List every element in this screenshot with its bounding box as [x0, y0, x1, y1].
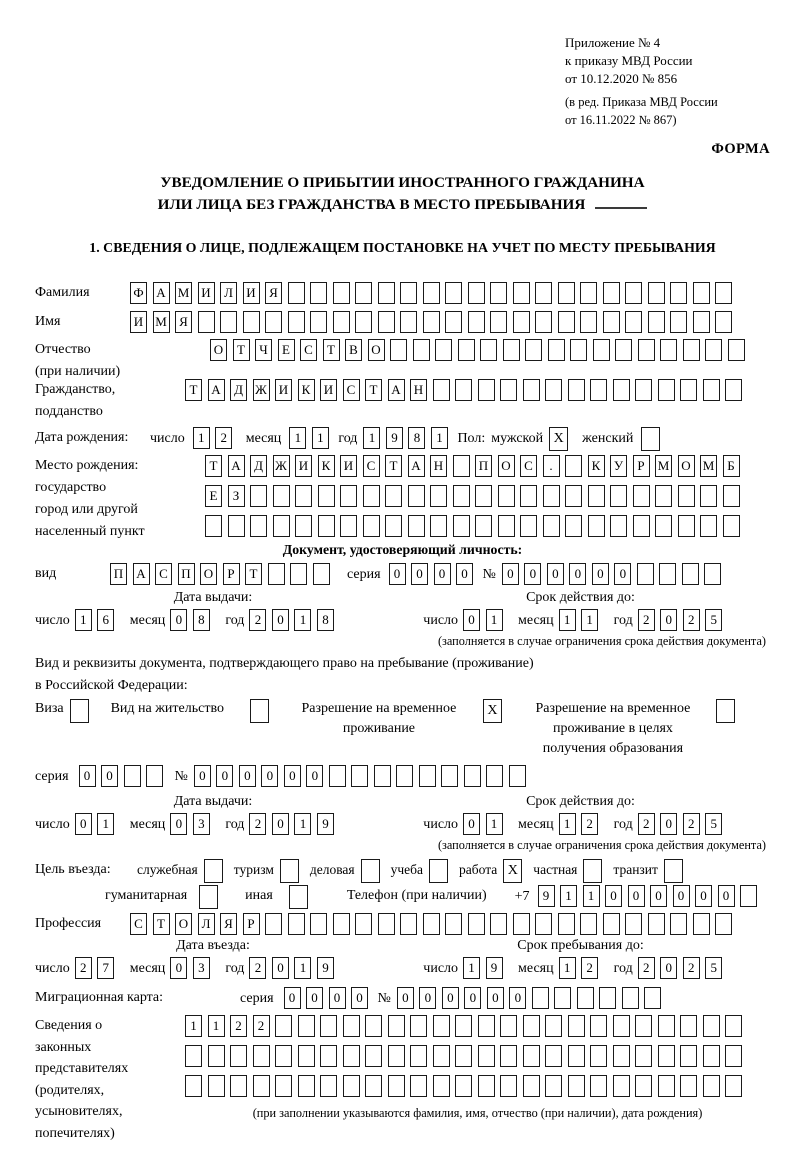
purpose-work-label: работа: [459, 862, 498, 877]
sex-male-label: мужской: [491, 431, 544, 446]
birth-place-row-1[interactable]: Т А Д Ж И К И С Т А Н П О С . К У Р М О М Б: [205, 455, 745, 477]
identity-expiry-heading: Срок действия до:: [526, 590, 635, 605]
option-temp-residence: [291, 699, 502, 739]
section1-heading: 1. СВЕДЕНИЯ О ЛИЦЕ, ПОДЛЕЖАЩЕМ ПОСТАНОВКЕ НА УЧЕТ ПО МЕСТУ ПРЕБЫВАНИЯ: [89, 241, 716, 256]
residence-expiry-heading: Срок действия до:: [526, 794, 635, 809]
profession-row: [35, 913, 770, 935]
title-blank-line: [595, 194, 647, 209]
purpose-tourism-checkbox[interactable]: [280, 859, 299, 883]
residence-doc-intro-2: в Российской Федерации:: [35, 678, 188, 693]
purpose-transit-checkbox[interactable]: [664, 859, 683, 883]
year-word: год: [225, 961, 245, 976]
sex-label: Пол:: [457, 431, 486, 446]
temp-residence-education-checkbox[interactable]: [716, 699, 735, 723]
purpose-other-checkbox[interactable]: [289, 885, 308, 909]
form-title: [35, 172, 770, 216]
series-word: серия: [35, 769, 69, 784]
patronymic-boxes[interactable]: О Т Ч Е С Т В О: [210, 339, 750, 361]
option-residence-permit-label: Вид на жительство: [110, 701, 224, 716]
day-word: число: [35, 961, 70, 976]
identity-issue-month[interactable]: 0 8: [170, 609, 215, 631]
birth-place-row-3[interactable]: [205, 515, 745, 537]
residence-expiry-col: [391, 793, 770, 837]
residence-issue-col: [35, 793, 391, 837]
identity-doc-kind-boxes[interactable]: П А С П О Р Т: [110, 563, 335, 585]
visa-checkbox[interactable]: [70, 699, 89, 723]
representatives-row-1[interactable]: 1 1 2 2: [185, 1015, 770, 1037]
profession-boxes[interactable]: С Т О Л Я Р: [130, 913, 738, 935]
temp-residence-checkbox[interactable]: X: [483, 699, 502, 723]
number-word: №: [377, 991, 391, 1006]
purpose-business-label: деловая: [309, 862, 355, 877]
purpose-study-label: учеба: [390, 862, 424, 877]
day-word: число: [423, 817, 459, 832]
arrival-date-col: [35, 937, 391, 981]
residence-issue-day[interactable]: 0 1: [75, 813, 120, 835]
sex-female-label: женский: [582, 431, 634, 446]
residence-expiry-day[interactable]: 0 1: [463, 813, 508, 835]
residence-issue-year[interactable]: 2 0 1 9: [249, 813, 339, 835]
identity-doc-number-boxes[interactable]: 0 0 0 0 0 0: [502, 563, 727, 585]
birth-place-row-2[interactable]: Е З: [205, 485, 745, 507]
residence-expiry-year[interactable]: 2 0 2 5: [638, 813, 728, 835]
month-word: месяц: [518, 817, 554, 832]
identity-doc-series-boxes[interactable]: 0 0 0 0: [389, 563, 479, 585]
month-word: месяц: [245, 431, 282, 446]
appendix-line-2: к приказу МВД России: [565, 53, 693, 68]
representatives-label: Сведения о законных представителях (родителях, усыновителях, попечителях): [35, 1018, 129, 1141]
appendix-line-1: Приложение № 4: [565, 35, 661, 50]
identity-issue-day[interactable]: 1 6: [75, 609, 120, 631]
migration-card-series-boxes[interactable]: 0 0 0 0: [284, 987, 374, 1009]
month-word: месяц: [518, 613, 554, 628]
month-word: месяц: [129, 961, 166, 976]
purpose-work-checkbox[interactable]: X: [503, 859, 522, 883]
purpose-other-label: иная: [245, 888, 273, 903]
sex-male-checkbox[interactable]: X: [549, 427, 568, 451]
stay-until-day[interactable]: 1 9: [463, 957, 508, 979]
firstname-boxes[interactable]: И М Я: [130, 311, 738, 333]
firstname-label: Имя: [35, 314, 61, 329]
purpose-humanitarian-label: гуманитарная: [105, 888, 188, 903]
option-visa-label: Виза: [35, 701, 64, 716]
birth-place-label: Место рождения: государство город или другой населенный пункт: [35, 458, 145, 539]
form-title-line2: ИЛИ ЛИЦА БЕЗ ГРАЖДАНСТВА В МЕСТО ПРЕБЫВАНИЯ: [35, 194, 770, 216]
identity-expiry-day[interactable]: 0 1: [463, 609, 508, 631]
birth-day-boxes[interactable]: 1 2: [193, 427, 238, 449]
residence-issue-heading: Дата выдачи:: [173, 794, 253, 809]
phone-prefix: +7: [514, 889, 530, 904]
profession-label: Профессия: [35, 916, 102, 931]
identity-doc-kind-label: вид: [35, 566, 57, 581]
identity-expiry-year[interactable]: 2 0 2 5: [638, 609, 728, 631]
stay-until-year[interactable]: 2 0 2 5: [638, 957, 728, 979]
arrival-month[interactable]: 0 3: [170, 957, 215, 979]
identity-issue-year[interactable]: 2 0 1 8: [249, 609, 339, 631]
year-word: год: [613, 817, 633, 832]
citizenship-boxes[interactable]: Т А Д Ж И К И С Т А Н: [185, 379, 748, 401]
identity-issue-col: [35, 589, 391, 633]
phone-label: Телефон (при наличии): [346, 888, 487, 903]
stay-until-month[interactable]: 1 2: [559, 957, 604, 979]
identity-doc-dates: [35, 589, 770, 633]
number-word: №: [174, 769, 188, 784]
purpose-official-label: служебная: [137, 862, 198, 877]
residence-expiry-month[interactable]: 1 2: [559, 813, 604, 835]
series-word: серия: [347, 567, 381, 582]
firstname-row: [35, 311, 770, 333]
birth-place-block: [35, 455, 770, 541]
visit-purpose-row-1: [35, 859, 770, 883]
purpose-private-label: частная: [533, 862, 578, 877]
entry-dates: [35, 937, 770, 981]
patronymic-label: Отчество (при наличии): [35, 342, 121, 379]
form-word: ФОРМА: [711, 141, 770, 157]
month-word: месяц: [129, 817, 166, 832]
residence-doc-series-row: [35, 765, 770, 789]
option-residence-permit: [111, 699, 269, 723]
revision-line-2: от 16.11.2022 № 867): [565, 113, 677, 127]
year-word: год: [225, 817, 245, 832]
appendix-line-3: от 10.12.2020 № 856: [565, 71, 678, 86]
residence-doc-series-boxes[interactable]: 0 0: [79, 765, 169, 787]
identity-doc-heading: Документ, удостоверяющий личность:: [282, 542, 523, 557]
residence-issue-month[interactable]: 0 3: [170, 813, 215, 835]
purpose-business-checkbox[interactable]: [361, 859, 380, 883]
residence-expiry-note: (заполняется в случае ограничения срока действия документа): [437, 838, 766, 852]
purpose-tourism-label: туризм: [233, 862, 274, 877]
residence-permit-checkbox[interactable]: [250, 699, 269, 723]
year-word: год: [613, 613, 633, 628]
surname-label: Фамилия: [35, 285, 90, 300]
purpose-transit-label: транзит: [613, 862, 658, 877]
stay-until-heading: Срок пребывания до:: [517, 938, 644, 953]
patronymic-row: [35, 339, 770, 379]
birth-place-rows: [205, 455, 745, 537]
migration-card-label: Миграционная карта:: [35, 990, 164, 1005]
birth-year-boxes[interactable]: 1 9 8 1: [363, 427, 453, 449]
option-temp-residence-education-label: Разрешение на временное проживание в целях получения образования: [535, 701, 691, 756]
option-temp-residence-label: Разрешение на временное проживание: [301, 701, 457, 736]
arrival-day[interactable]: 2 7: [75, 957, 120, 979]
visit-purpose-row-2: [35, 885, 770, 909]
residence-doc-intro-1: Вид и реквизиты документа, подтверждающего право на пребывание (проживание): [35, 656, 534, 671]
surname-boxes[interactable]: Ф А М И Л И Я: [130, 282, 738, 304]
sex-female-checkbox[interactable]: [641, 427, 660, 451]
phone-boxes[interactable]: 9 1 1 0 0 0 0 0 0: [538, 885, 763, 907]
identity-expiry-note: (заполняется в случае ограничения срока действия документа): [437, 634, 766, 648]
migration-card-row: [35, 987, 770, 1011]
representatives-row-2[interactable]: [185, 1045, 770, 1067]
arrival-year[interactable]: 2 0 1 9: [249, 957, 339, 979]
purpose-official-checkbox[interactable]: [204, 859, 223, 883]
day-word: число: [35, 817, 70, 832]
series-word: серия: [240, 991, 274, 1006]
residence-doc-dates: [35, 793, 770, 837]
residence-doc-options: [35, 699, 770, 759]
representatives-block: [35, 1015, 770, 1144]
residence-doc-number-boxes[interactable]: 0 0 0 0 0 0: [194, 765, 532, 787]
birth-date-row: [35, 427, 770, 451]
year-word: год: [225, 613, 245, 628]
arrival-date-heading: Дата въезда:: [176, 938, 250, 953]
purpose-study-checkbox[interactable]: [429, 859, 448, 883]
option-temp-residence-education: [524, 699, 735, 759]
number-word: №: [482, 567, 496, 582]
representatives-row-3[interactable]: [185, 1075, 770, 1097]
option-visa: [35, 699, 89, 723]
revision-line-1: (в ред. Приказа МВД России: [565, 95, 718, 109]
purpose-humanitarian-checkbox[interactable]: [199, 885, 218, 909]
revision-reference: [565, 93, 770, 129]
month-word: месяц: [129, 613, 166, 628]
identity-expiry-month[interactable]: 1 1: [559, 609, 604, 631]
year-word: год: [613, 961, 633, 976]
birth-date-label: Дата рождения:: [35, 430, 129, 445]
visit-purpose-label: Цель въезда:: [35, 862, 111, 877]
surname-row: [35, 282, 770, 304]
representatives-rows: [185, 1015, 770, 1121]
day-word: число: [423, 613, 459, 628]
representatives-note: (при заполнении указываются фамилия, имя, отчество (при наличии), дата рождения): [252, 1106, 703, 1120]
stay-until-col: [391, 937, 770, 981]
day-word: число: [35, 613, 70, 628]
migration-card-number-boxes[interactable]: 0 0 0 0 0 0: [397, 987, 667, 1009]
citizenship-row: [35, 379, 770, 419]
appendix-reference: [565, 34, 770, 129]
identity-expiry-col: [391, 589, 770, 633]
purpose-private-checkbox[interactable]: [583, 859, 602, 883]
birth-month-boxes[interactable]: 1 1: [289, 427, 334, 449]
citizenship-label: Гражданство, подданство: [35, 382, 116, 419]
year-word: год: [338, 431, 358, 446]
identity-doc-row: [35, 563, 770, 587]
identity-issue-heading: Дата выдачи:: [173, 590, 253, 605]
month-word: месяц: [518, 961, 554, 976]
form-title-line1: УВЕДОМЛЕНИЕ О ПРИБЫТИИ ИНОСТРАННОГО ГРАЖДАНИНА: [160, 174, 645, 191]
day-word: число: [150, 431, 185, 446]
day-word: число: [423, 961, 459, 976]
